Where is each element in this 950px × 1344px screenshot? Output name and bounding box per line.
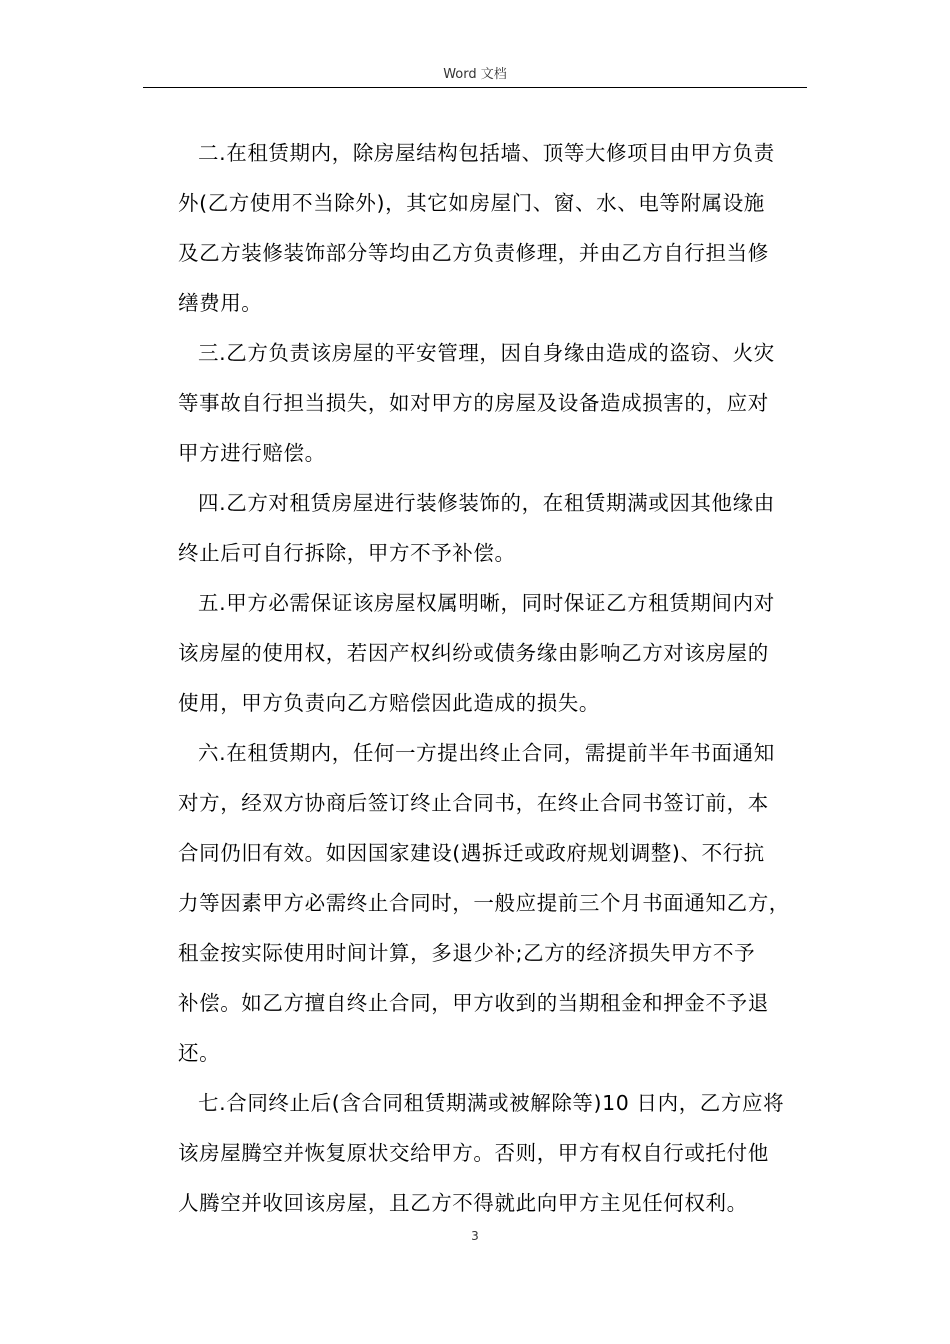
text-line: 六.在租赁期内，任何一方提出终止合同，需提前半年书面通知 (198, 741, 775, 765)
text-line: 及乙方装修装饰部分等均由乙方负责修理，并由乙方自行担当修 (178, 241, 769, 265)
text-line: 三.乙方负责该房屋的平安管理，因自身缘由造成的盗窃、火灾 (198, 341, 775, 365)
text-line: 力等因素甲方必需终止合同时，一般应提前三个月书面通知乙方， (178, 891, 790, 915)
text-line: 二.在租赁期内，除房屋结构包括墙、顶等大修项目由甲方负责 (198, 141, 775, 165)
text-line: 该房屋腾空并恢复原状交给甲方。否则，甲方有权自行或托付他 (178, 1141, 769, 1165)
text-line: 租金按实际使用时间计算，多退少补;乙方的经济损失甲方不予 (178, 941, 756, 965)
clause-3 (178, 328, 818, 478)
text-line: 对方，经双方协商后签订终止合同书，在终止合同书签订前，本 (178, 791, 769, 815)
document-body (178, 128, 818, 1228)
text-line: 补偿。如乙方擅自终止合同，甲方收到的当期租金和押金不予退 (178, 991, 769, 1015)
clause-6 (178, 728, 818, 1078)
text-line: 合同仍旧有效。如因国家建设(遇拆迁或政府规划调整)、不行抗 (178, 841, 765, 865)
text-line: 七.合同终止后(含合同租赁期满或被解除等)10 日内，乙方应将 (198, 1091, 785, 1115)
text-line: 外(乙方使用不当除外)，其它如房屋门、窗、水、电等附属设施 (178, 191, 765, 215)
text-line: 终止后可自行拆除，甲方不予补偿。 (178, 541, 516, 565)
clause-7 (178, 1078, 818, 1228)
text-line: 缮费用。 (178, 291, 263, 315)
page-number: 3 (471, 1229, 479, 1243)
text-line: 等事故自行担当损失，如对甲方的房屋及设备造成损害的，应对 (178, 391, 769, 415)
page-header: Word 文档 (443, 67, 507, 82)
text-line: 还。 (178, 1041, 221, 1065)
clause-4 (178, 478, 818, 578)
clause-5 (178, 578, 818, 728)
header-rule (143, 87, 807, 88)
clause-2 (178, 128, 818, 328)
text-line: 使用，甲方负责向乙方赔偿因此造成的损失。 (178, 691, 600, 715)
text-line: 甲方进行赔偿。 (178, 441, 326, 465)
text-line: 该房屋的使用权，若因产权纠纷或债务缘由影响乙方对该房屋的 (178, 641, 769, 665)
text-line: 四.乙方对租赁房屋进行装修装饰的，在租赁期满或因其他缘由 (198, 491, 775, 515)
text-line: 人腾空并收回该房屋，且乙方不得就此向甲方主见任何权利。 (178, 1191, 748, 1215)
text-line: 五.甲方必需保证该房屋权属明晰，同时保证乙方租赁期间内对 (198, 591, 775, 615)
